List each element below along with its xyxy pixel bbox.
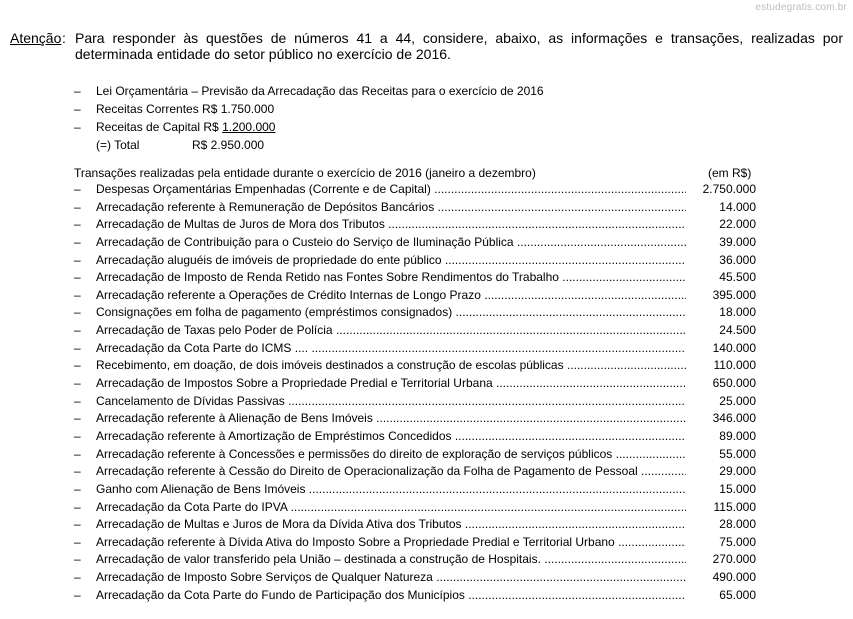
- transaction-row: [74, 340, 758, 358]
- transaction-label: Arrecadação da Cota Parte do Fundo de Participação dos Municípios .....: [96, 587, 686, 605]
- transaction-label: Arrecadação referente à Dívida Ativa do Imposto Sobre a Propriedade Predial e Territorial Urbano .....: [96, 534, 686, 552]
- transaction-row: [74, 463, 758, 481]
- transaction-label: Recebimento, em doação, de dois imóveis destinados a construção de escolas públicas .....: [96, 357, 686, 375]
- transaction-value: 25.000: [719, 393, 756, 408]
- transaction-label: Arrecadação referente à Cessão do Direito de Operacionalização da Folha de Pagamento de Pessoal .....: [96, 463, 686, 481]
- transaction-value: 39.000: [719, 234, 756, 249]
- attention-text: Para responder às questões de números 41 a 44, considere, abaixo, as informações e transações, realizadas por determinada entidade do setor público no exercício de 2016.: [75, 30, 843, 62]
- transaction-value: 75.000: [719, 534, 756, 549]
- transaction-label: Arrecadação referente a Operações de Crédito Internas de Longo Prazo .....: [96, 287, 686, 305]
- transaction-value: 650.000: [712, 376, 756, 391]
- transaction-row: [74, 234, 758, 252]
- transaction-row: [74, 252, 758, 270]
- transaction-row: [74, 481, 758, 499]
- bullet-dash: –: [74, 587, 81, 602]
- transaction-row: [74, 499, 758, 517]
- current-revenue: [96, 100, 274, 118]
- transaction-value: 395.000: [712, 287, 756, 302]
- bullet-dash: –: [74, 234, 81, 249]
- bullet-dash: –: [74, 270, 81, 285]
- transactions-unit: (em R$): [708, 166, 752, 180]
- transaction-label: Arrecadação de valor transferido pela União – destinada a construção de Hospitais. .....: [96, 551, 686, 569]
- transaction-label: Arrecadação referente à Concessões e permissões do direito de exploração de serviços públicos .....: [96, 446, 686, 464]
- transaction-label: Despesas Orçamentárias Empenhadas (Corrente e de Capital) .....: [96, 181, 686, 199]
- transaction-value: 36.000: [719, 252, 756, 267]
- transaction-row: [74, 446, 758, 464]
- bullet-dash: –: [74, 199, 81, 214]
- transaction-row: [74, 181, 758, 199]
- transaction-row: [74, 410, 758, 428]
- transaction-value: 28.000: [719, 517, 756, 532]
- bullet-dash: –: [74, 252, 81, 267]
- transaction-row: [74, 516, 758, 534]
- transaction-row: [74, 216, 758, 234]
- current-revenue-value: 1.750.000: [220, 102, 275, 116]
- transaction-value: 14.000: [719, 199, 756, 214]
- transaction-row: [74, 269, 758, 287]
- transaction-label: Arrecadação de Imposto de Renda Retido nas Fontes Sobre Rendimentos do Trabalho .....: [96, 269, 686, 287]
- bullet-dash: –: [74, 287, 81, 302]
- transaction-label: Arrecadação referente à Alienação de Bens Imóveis .....: [96, 410, 686, 428]
- transaction-value: 89.000: [719, 428, 756, 443]
- transaction-label: Arrecadação da Cota Parte do ICMS .... .....: [96, 340, 686, 358]
- transaction-row: [74, 322, 758, 340]
- transaction-value: 22.000: [719, 217, 756, 232]
- transaction-label: Consignações em folha de pagamento (empréstimos consignados) .....: [96, 304, 686, 322]
- bullet-dash: –: [74, 120, 81, 134]
- transaction-label: Arrecadação da Cota Parte do IPVA .....: [96, 499, 686, 517]
- bullet-dash: –: [74, 323, 81, 338]
- transaction-row: [74, 199, 758, 217]
- transaction-row: [74, 357, 758, 375]
- bullet-dash: –: [74, 84, 81, 98]
- bullet-dash: –: [74, 393, 81, 408]
- bullet-dash: –: [74, 376, 81, 391]
- bullet-dash: –: [74, 464, 81, 479]
- bullet-dash: –: [74, 534, 81, 549]
- transaction-value: 115.000: [713, 499, 756, 514]
- transaction-row: [74, 428, 758, 446]
- transaction-value: 15.000: [719, 481, 756, 496]
- transaction-row: [74, 551, 758, 569]
- capital-revenue-label: Receitas de Capital R$: [96, 120, 219, 134]
- transactions-header: [74, 164, 758, 182]
- transaction-value: 140.000: [712, 340, 756, 355]
- transaction-label: Ganho com Alienação de Bens Imóveis .....: [96, 481, 686, 499]
- bullet-dash: –: [74, 552, 81, 567]
- transaction-label: Arrecadação de Multas de Juros de Mora dos Tributos .....: [96, 216, 686, 234]
- transaction-value: 270.000: [712, 552, 756, 567]
- transaction-label: Arrecadação de Multas e Juros de Mora da Dívida Ativa dos Tributos .....: [96, 516, 686, 534]
- bullet-dash: –: [74, 340, 81, 355]
- transactions-list: [74, 181, 758, 604]
- bullet-dash: –: [74, 411, 81, 426]
- transaction-label: Arrecadação referente à Remuneração de Depósitos Bancários .....: [96, 199, 686, 217]
- transaction-row: [74, 304, 758, 322]
- total-revenue-value: R$ 2.950.000: [192, 138, 265, 152]
- transaction-label: Arrecadação de Taxas pelo Poder de Polícia .....: [96, 322, 686, 340]
- transactions-title: Transações realizadas pela entidade durante o exercício de 2016 (janeiro a dezembro): [74, 166, 536, 180]
- transaction-label: Arrecadação de Impostos Sobre a Propriedade Predial e Territorial Urbana .....: [96, 375, 686, 393]
- transaction-value: 346.000: [712, 411, 756, 426]
- bullet-dash: –: [74, 446, 81, 461]
- transaction-label: Arrecadação de Imposto Sobre Serviços de Qualquer Natureza .....: [96, 569, 686, 587]
- transaction-row: [74, 587, 758, 605]
- bullet-dash: –: [74, 182, 81, 196]
- transaction-row: [74, 393, 758, 411]
- bullet-dash: –: [74, 217, 81, 232]
- bullet-dash: –: [74, 428, 81, 443]
- bullet-dash: –: [74, 517, 81, 532]
- transaction-value: 18.000: [719, 305, 756, 320]
- transaction-row: [74, 569, 758, 587]
- current-revenue-label: Receitas Correntes R$: [96, 102, 218, 116]
- transaction-row: [74, 375, 758, 393]
- capital-revenue: [96, 118, 275, 136]
- site-watermark: estudegratis.com.br: [755, 2, 847, 13]
- transaction-value: 110.000: [713, 358, 756, 373]
- transaction-label: Cancelamento de Dívidas Passivas .....: [96, 393, 686, 411]
- transaction-value: 65.000: [719, 587, 756, 602]
- transaction-value: 2.750.000: [702, 182, 756, 196]
- bullet-dash: –: [74, 481, 81, 496]
- transaction-value: 24.500: [719, 323, 756, 338]
- transaction-value: 490.000: [712, 570, 756, 585]
- bullet-dash: –: [74, 570, 81, 585]
- transaction-row: [74, 287, 758, 305]
- budget-law-title: Lei Orçamentária – Previsão da Arrecadação das Receitas para o exercício de 2016: [96, 84, 544, 98]
- capital-revenue-value: 1.200.000: [222, 120, 276, 134]
- transaction-label: Arrecadação referente à Amortização de Empréstimos Concedidos .....: [96, 428, 686, 446]
- attention-label: Atenção: [10, 30, 62, 46]
- transaction-value: 45.500: [719, 270, 756, 285]
- bullet-dash: –: [74, 305, 81, 320]
- transaction-label: Arrecadação aluguéis de imóveis de propriedade do ente público .....: [96, 252, 686, 270]
- total-revenue-label: (=) Total: [96, 138, 140, 152]
- bullet-dash: –: [74, 358, 81, 373]
- bullet-dash: –: [74, 102, 81, 116]
- bullet-dash: –: [74, 499, 81, 514]
- transaction-label: Arrecadação de Contribuição para o Custeio do Serviço de Iluminação Pública .....: [96, 234, 686, 252]
- transaction-value: 29.000: [719, 464, 756, 479]
- transaction-value: 55.000: [719, 446, 756, 461]
- attention-colon: :: [62, 30, 66, 46]
- transaction-row: [74, 534, 758, 552]
